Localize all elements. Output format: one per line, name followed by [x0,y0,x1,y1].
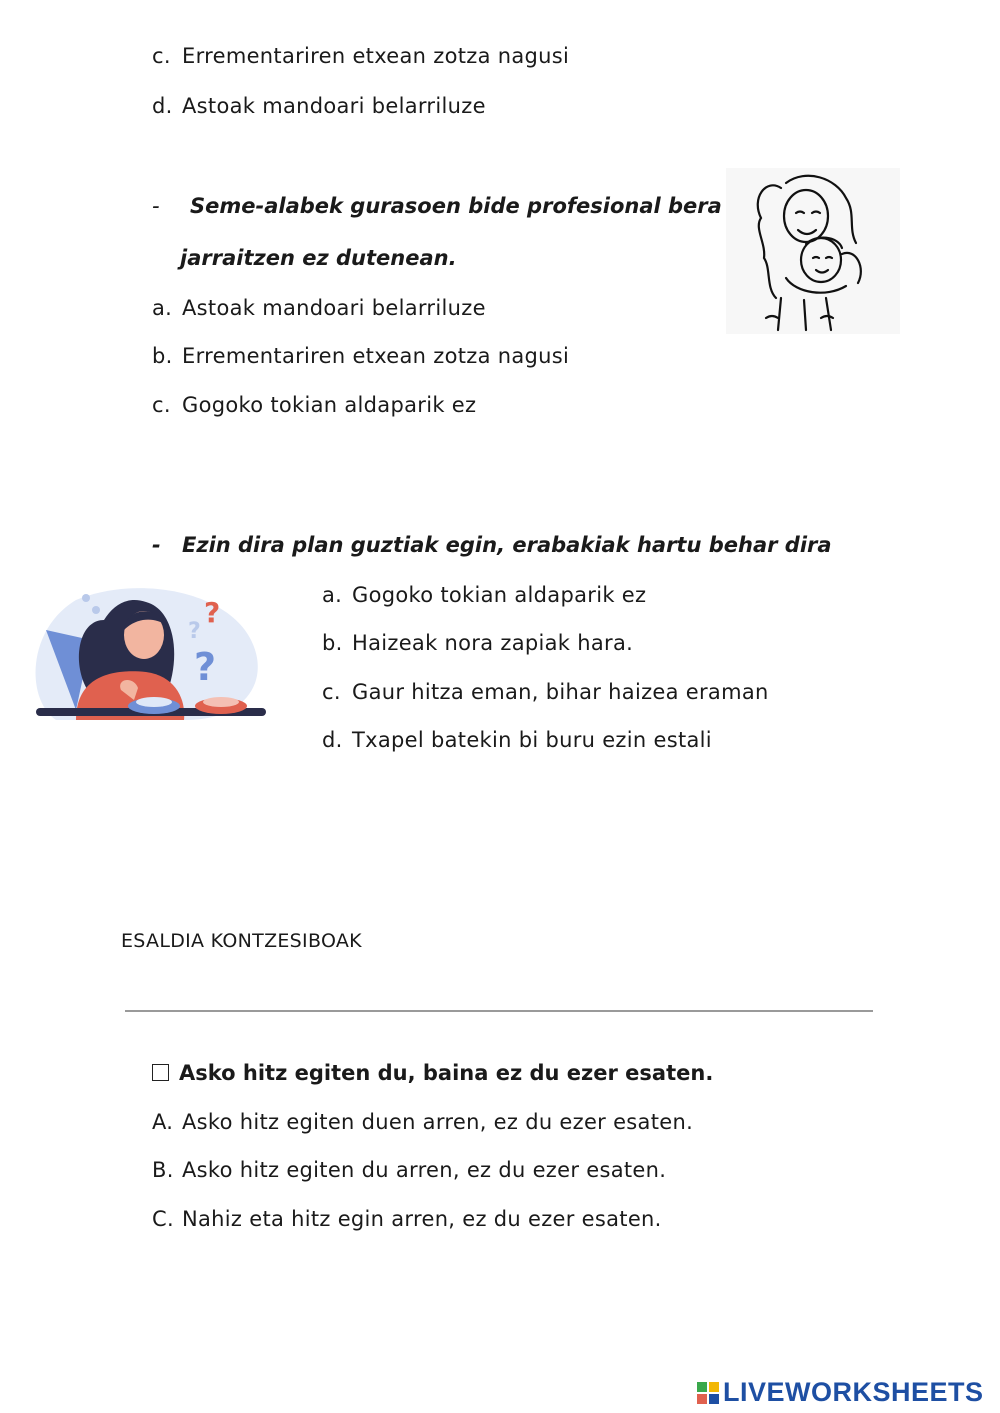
concessive-question: Asko hitz egiten du, baina ez du ezer esaten. [152,1061,713,1085]
option-c[interactable] [152,44,569,68]
brand-name: LIVEWORKSHEETS [723,1377,984,1407]
option-label: d. [322,728,343,752]
option-label: C. [152,1207,174,1231]
option-text: Asko hitz egiten du arren, ez du ezer esaten. [182,1158,667,1182]
option-text: Gogoko tokian aldaparik ez [182,393,477,417]
question-2-line2: jarraitzen ez dutenean. [180,246,457,270]
option-a[interactable] [322,583,646,607]
liveworksheets-logo [697,1377,984,1408]
option-label: a. [322,583,343,607]
option-label: c. [152,44,171,68]
option-label: d. [152,94,173,118]
dash-bullet: - [152,194,160,218]
option-A[interactable] [152,1110,693,1134]
option-b[interactable] [322,631,633,655]
option-label: a. [152,296,173,320]
option-text: Haizeak nora zapiak hara. [352,631,634,655]
option-text: Errementariren etxean zotza nagusi [182,44,570,68]
option-label: c. [152,393,171,417]
option-C[interactable] [152,1207,662,1231]
option-b[interactable] [152,344,569,368]
confused-woman-illustration [16,580,278,725]
mother-daughter-illustration [726,168,900,334]
option-d[interactable] [152,94,486,118]
section-heading: ESALDIA KONTZESIBOAK [121,930,362,952]
option-text: Gogoko tokian aldaparik ez [352,583,647,607]
option-d[interactable] [322,728,712,752]
svg-text:?: ? [204,596,221,629]
option-text: Astoak mandoari belarriluze [182,296,486,320]
option-text: Errementariren etxean zotza nagusi [182,344,570,368]
option-a[interactable] [152,296,486,320]
question-3: - Ezin dira plan guztiak egin, erabakiak hartu behar dira [152,533,832,557]
answer-line[interactable] [125,1010,873,1012]
option-c[interactable] [152,393,476,417]
option-label: A. [152,1110,174,1134]
option-label: B. [152,1158,174,1182]
option-B[interactable] [152,1158,666,1182]
svg-text:?: ? [194,645,217,689]
liveworksheets-icon [697,1382,719,1404]
option-text: Astoak mandoari belarriluze [182,94,486,118]
dash-bullet: - [152,533,161,557]
option-text: Txapel batekin bi buru ezin estali [352,728,712,752]
option-label: b. [322,631,343,655]
option-text: Gaur hitza eman, bihar haizea eraman [352,680,769,704]
question-2-line1: - Seme-alabek gurasoen bide profesional bera [152,194,722,218]
option-text: Asko hitz egiten duen arren, ez du ezer esaten. [182,1110,694,1134]
option-text: Nahiz eta hitz egin arren, ez du ezer esaten. [182,1207,662,1231]
svg-text:?: ? [188,619,201,644]
checkbox[interactable] [152,1064,169,1081]
option-label: b. [152,344,173,368]
option-c[interactable] [322,680,769,704]
option-label: c. [322,680,341,704]
